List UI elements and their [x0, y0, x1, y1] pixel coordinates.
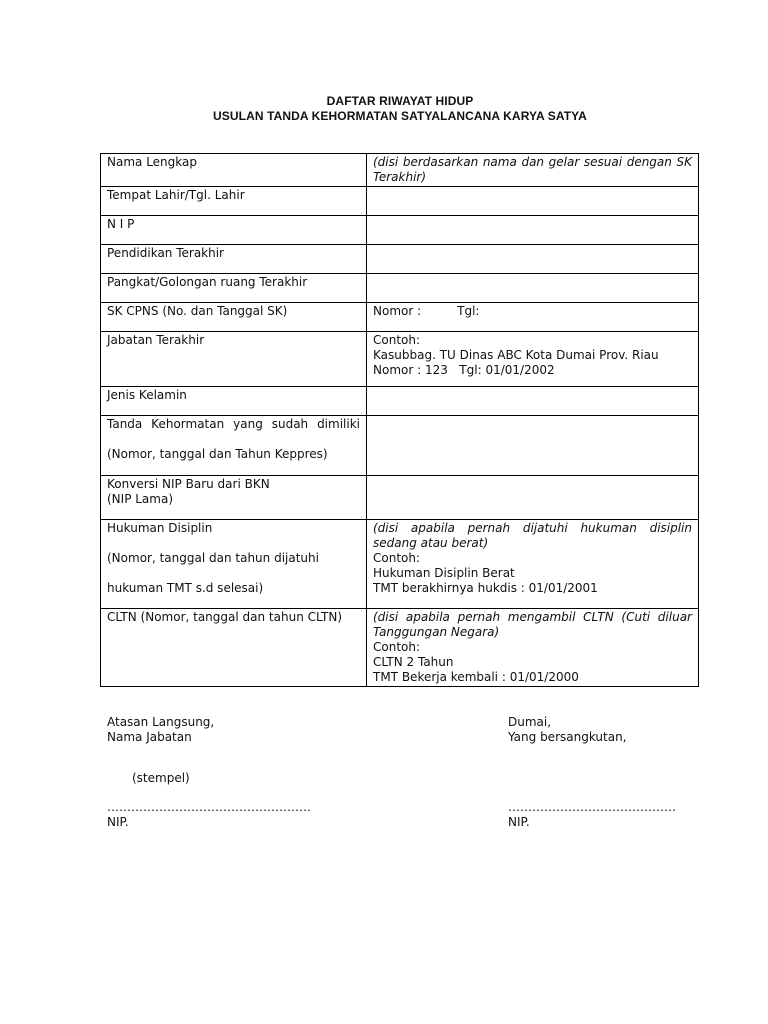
jabatan-line-3: Nomor : 123 Tgl: 01/01/2002	[373, 363, 555, 377]
row-value-pangkat	[367, 274, 699, 303]
row-label-pendidikan: Pendidikan Terakhir	[101, 245, 367, 274]
signature-right-dots: ……………………………………	[508, 800, 676, 814]
table-row	[101, 387, 699, 416]
signature-left-nip: NIP.	[107, 815, 129, 829]
table-row	[101, 245, 699, 274]
stamp-placeholder: (stempel)	[132, 771, 190, 785]
row-label-jenis-kelamin: Jenis Kelamin	[101, 387, 367, 416]
row-label-cltn: CLTN (Nomor, tanggal dan tahun CLTN)	[101, 609, 367, 687]
jabatan-line-2: Kasubbag. TU Dinas ABC Kota Dumai Prov. Riau	[373, 348, 659, 362]
title-line-1: DAFTAR RIWAYAT HIDUP	[326, 94, 474, 108]
jabatan-line-1: Contoh:	[373, 333, 421, 347]
signature-right-nip: NIP.	[508, 815, 530, 829]
signature-block-left	[107, 715, 311, 830]
table-row	[101, 476, 699, 520]
signature-left-dots: ……………………………………………	[107, 800, 311, 814]
signature-right-place: Dumai,	[508, 715, 552, 729]
row-value-sk-cpns	[367, 303, 699, 332]
hukuman-value-line-3: TMT berakhirnya hukdis : 01/01/2001	[373, 581, 598, 595]
row-label-tanda-kehormatan	[101, 416, 367, 476]
hukuman-line-2: (Nomor, tanggal dan tahun dijatuhi	[107, 551, 319, 565]
row-value-konversi-nip	[367, 476, 699, 520]
konversi-line-1: Konversi NIP Baru dari BKN	[107, 477, 270, 491]
table-row	[101, 520, 699, 609]
signature-right-title: Yang bersangkutan,	[508, 730, 627, 744]
signature-left-position: Nama Jabatan	[107, 730, 192, 744]
cltn-value-line-2: CLTN 2 Tahun	[373, 655, 454, 669]
row-label-pangkat: Pangkat/Golongan ruang Terakhir	[101, 274, 367, 303]
row-value-tempat-lahir	[367, 187, 699, 216]
hukuman-line-1: Hukuman Disiplin	[107, 521, 213, 535]
row-value-tanda-kehormatan	[367, 416, 699, 476]
biodata-form-table	[100, 153, 699, 687]
row-value-nama-lengkap	[367, 154, 699, 187]
row-value-hukuman-disiplin	[367, 520, 699, 609]
table-row	[101, 332, 699, 387]
row-label-nip: N I P	[101, 216, 367, 245]
row-label-tempat-lahir: Tempat Lahir/Tgl. Lahir	[101, 187, 367, 216]
signature-block-right	[508, 715, 676, 830]
table-row	[101, 216, 699, 245]
tanda-kehormatan-line-1: Tanda Kehormatan yang sudah dimiliki	[107, 417, 360, 431]
table-row	[101, 416, 699, 476]
table-row	[101, 303, 699, 332]
sk-cpns-tgl: Tgl:	[457, 304, 480, 318]
note-hukuman: (disi apabila pernah dijatuhi hukuman disiplin sedang atau berat)	[373, 521, 692, 550]
tanda-kehormatan-line-2: (Nomor, tanggal dan Tahun Keppres)	[107, 447, 328, 461]
row-value-jabatan	[367, 332, 699, 387]
row-value-pendidikan	[367, 245, 699, 274]
row-label-hukuman-disiplin	[101, 520, 367, 609]
row-value-jenis-kelamin	[367, 387, 699, 416]
row-value-nip	[367, 216, 699, 245]
table-row	[101, 187, 699, 216]
title-line-2: USULAN TANDA KEHORMATAN SATYALANCANA KARYA SATYA	[213, 109, 587, 123]
note-cltn: (disi apabila pernah mengambil CLTN (Cuti diluar Tanggungan Negara)	[373, 610, 692, 639]
table-row	[101, 609, 699, 687]
table-row	[101, 154, 699, 187]
document-title	[100, 94, 700, 124]
sk-cpns-nomor: Nomor :	[373, 304, 422, 318]
signature-left-title: Atasan Langsung,	[107, 715, 215, 729]
cltn-value-line-1: Contoh:	[373, 640, 421, 654]
table-row	[101, 274, 699, 303]
hukuman-value-line-2: Hukuman Disiplin Berat	[373, 566, 515, 580]
row-label-nama-lengkap: Nama Lengkap	[101, 154, 367, 187]
hukuman-line-3: hukuman TMT s.d selesai)	[107, 581, 264, 595]
row-label-konversi-nip	[101, 476, 367, 520]
note-nama-lengkap: (disi berdasarkan nama dan gelar sesuai dengan SK Terakhir)	[373, 155, 692, 184]
row-value-cltn	[367, 609, 699, 687]
cltn-value-line-3: TMT Bekerja kembali : 01/01/2000	[373, 670, 579, 684]
hukuman-value-line-1: Contoh:	[373, 551, 421, 565]
row-label-sk-cpns: SK CPNS (No. dan Tanggal SK)	[101, 303, 367, 332]
konversi-line-2: (NIP Lama)	[107, 492, 174, 506]
row-label-jabatan: Jabatan Terakhir	[101, 332, 367, 387]
